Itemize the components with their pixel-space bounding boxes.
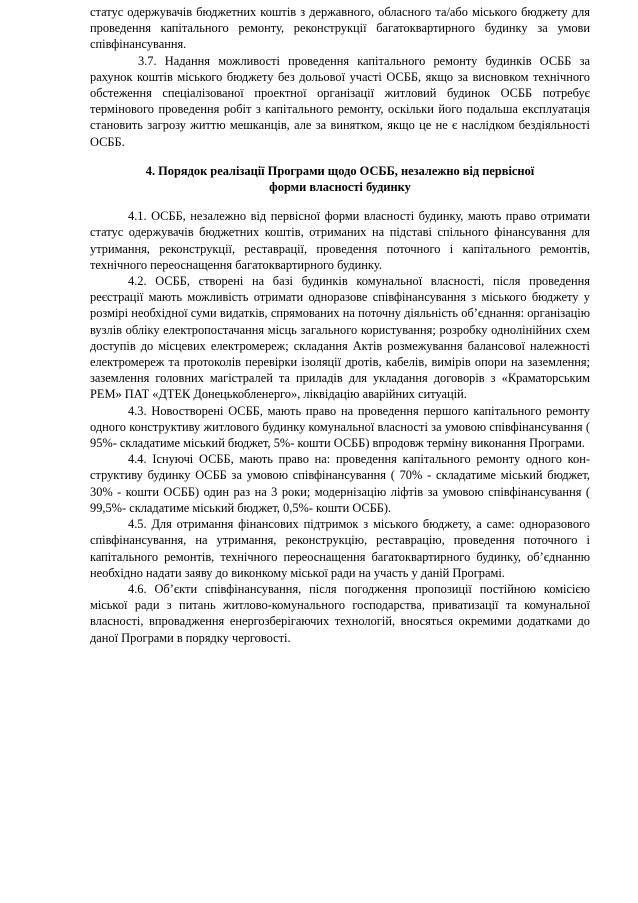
paragraph-4-5: 4.5. Для отримання фінансових підтримок з міського бюджету, а саме: одноразового співфінансування, на утримання, реконструкцію, реставрацію, проведення поточного і капітального ремонтів, технічного переоснащення багатоквартирного будинку, об’єднанню необхідно надати заяву до виконкому міської ради на участь у даній Програмі. [90, 517, 590, 580]
paragraph-4-3: 4.3. Новостворені ОСББ, мають право на проведення першого капітального ремонту одного конструктиву житлового будинку комунальної власності за умовою співфінансування ( 95%- складатиме міський бюджет, 5%- кошти ОСББ) впродовж терміну виконання Програми. [90, 403, 590, 451]
section-heading-line2: форми власності будинку [269, 180, 411, 195]
paragraph-4-1: 4.1. ОСББ, незалежно від первісної форми власності будинку, мають право отримати статус одержувачів бюджетних коштів, отриманих на підставі спільного фінансування для утримання, реконструкції, реставрації, проведення поточного і капітального ремонтів, технічного переоснащення багатоквартирного будинку. [90, 209, 590, 272]
paragraph-4-4: 4.4. Існуючі ОСББ, мають право на: проведення капітального ремонту одного кон-структиву будинку ОСББ за умовою співфінансування ( 70% - складатиме міський бюджет, 30% - кошти ОСББ) один раз на 3 роки; модернізацію ліфтів за умовою співфінансування ( 99,5%- складатиме міський бюджет, 0,5%- кошти ОСББ). [90, 452, 590, 515]
section-heading-line1: 4. Порядок реалізації Програми щодо ОСББ, незалежно від первісної [145, 163, 535, 178]
document-page [90, 4, 590, 646]
paragraph-4-2: 4.2. ОСББ, створені на базі будинків комунальної власності, після проведення реєстрації мають можливість отримати одноразове співфінансування з міського бюджету у розмірі необхідної суми видатків, спрямованих на поточну діяльність об’єднання: організацію вузлів обліку електропостачання місць загального користування; розробку однолінійних схем доступів до місцевих електромереж; складання Актів розмежування балансової належності електромереж та протоколів перевірки ізоляції дротів, кабелів, вимірів опори на заземлення; заземлення головних магістралей та приладів для укладання договорів з «Краматорським РЕМ» ПАТ «ДТЕК Донецькобленерго», ліквідацію аварійних ситуацій. [90, 274, 590, 402]
section-heading [90, 163, 590, 195]
paragraph-4-6: 4.6. Об’єкти співфінансування, після погодження пропозиції постійною комісією міської ради з питань житлово-комунального господарства, приватизації та комунальної власності, впровадження енергозберігаючих технологій, вносяться окремими додатками до даної Програми в порядку черговості. [90, 581, 590, 645]
paragraph-3-7: 3.7. Надання можливості проведення капітального ремонту будинків ОСББ за рахунок коштів міського бюджету без дольової участі ОСББ, якщо за висновком технічного обстеження спеціалізованої проектної організації житловий будинок ОСББ потребує термінового проведення робіт з капітального ремонту, оскільки його подальша експлуатація становить загрозу життю мешканців, але за винятком, якщо це не є наслідком бездіяльності ОСББ. [90, 53, 590, 149]
intro-paragraph: статус одержувачів бюджетних коштів з державного, обласного та/або міського бюджету для проведення капітального ремонту, реконструкції багатоквартирного будинку за умови співфінансування. [90, 5, 590, 52]
